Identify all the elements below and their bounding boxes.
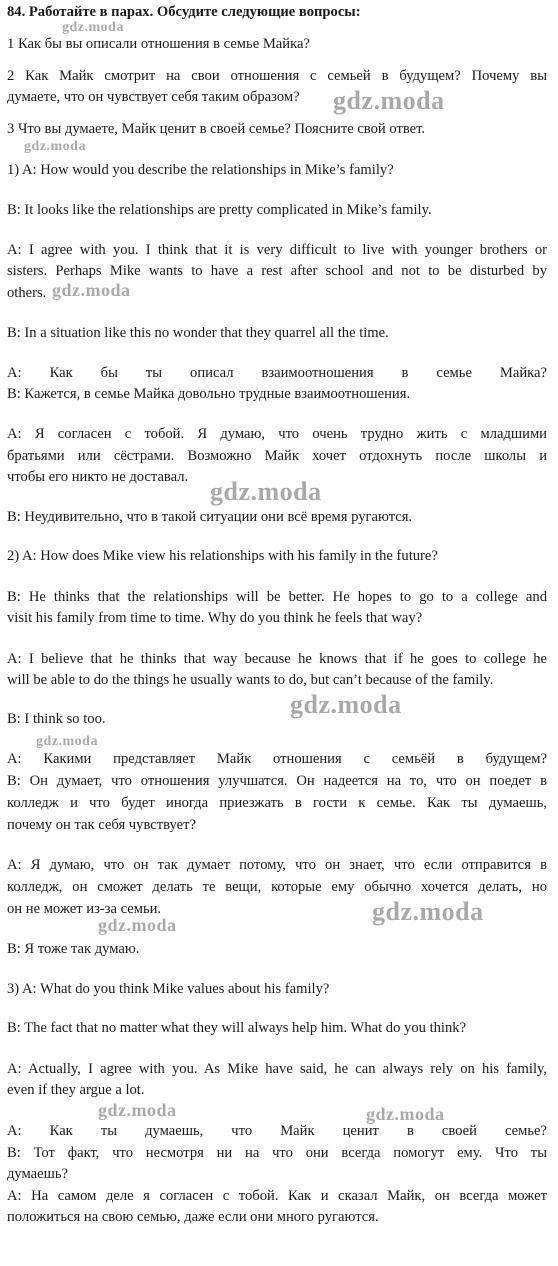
dialog-2-a2-line-1: A: I believe that he thinks that way because he knows that if he goes to college he bbox=[7, 651, 547, 667]
dialog-3-ru-b1-line-1: B: Тот факт, что несмотря ни на что они всегда помогут ему. Что ты bbox=[7, 1145, 547, 1161]
watermark: gdz.moda bbox=[62, 20, 124, 35]
dialog-1-a2-line-2: sisters. Perhaps Mike wants to have a rest after school and not to be disturbed by bbox=[7, 263, 547, 279]
dialog-1-b1: B: It looks like the relationships are pretty complicated in Mike’s family. bbox=[7, 202, 432, 218]
dialog-1-ru-a2-line-2: братьями или сёстрами. Возможно Майк хочет отдохнуть после школы и bbox=[7, 448, 547, 464]
question-2-line-1: 2 Как Майк смотрит на свои отношения с семьей в будущем? Почему вы bbox=[7, 68, 547, 84]
dialog-2-b1-line-1: B: He thinks that the relationships will be better. He hopes to go to a college and bbox=[7, 589, 547, 605]
dialog-3-ru-b1-line-2: думаешь? bbox=[7, 1166, 68, 1182]
dialog-2-ru-a2-line-1: A: Я думаю, что он так думает потому, что он знает, что если отправится в bbox=[7, 857, 547, 873]
dialog-3-b1: B: The fact that no matter what they will always help him. What do you think? bbox=[7, 1020, 467, 1036]
dialog-3-ru-a1: A: Как ты думаешь, что Майк ценит в своей семье? bbox=[7, 1123, 547, 1139]
watermark: gdz.moda bbox=[52, 280, 131, 300]
dialog-3-a2-line-1: A: Actually, I agree with you. As Mike have said, he can always rely on his family, bbox=[7, 1061, 547, 1077]
dialog-3-ru-a2-line-1: A: На самом деле я согласен с тобой. Как и сказал Майк, он всегда может bbox=[7, 1188, 547, 1204]
dialog-1-a1: 1) A: How would you describe the relationships in Mike’s family? bbox=[7, 162, 394, 178]
dialog-2-b2: B: I think so too. bbox=[7, 711, 106, 727]
watermark: gdz.moda bbox=[366, 1104, 445, 1124]
question-2-line-2: думаете, что он чувствует себя таким образом? bbox=[7, 89, 300, 105]
dialog-2-ru-b1-line-2: колледж и что будет иногда приезжать в гости к семье. Как ты думаешь, bbox=[7, 795, 547, 811]
dialog-2-b1-line-2: visit his family from time to time. Why do you think he feels that way? bbox=[7, 610, 423, 626]
dialog-2-ru-b1-line-3: почему он так себя чувствует? bbox=[7, 817, 196, 833]
question-1: 1 Как бы вы описали отношения в семье Майка? bbox=[7, 36, 310, 52]
watermark: gdz.moda bbox=[333, 86, 445, 115]
dialog-3-ru-a2-line-2: положиться на свою семью, даже если они много ругаются. bbox=[7, 1209, 379, 1225]
dialog-2-a2-line-2: will be able to do the things he usually wants to do, but can’t because of the family. bbox=[7, 672, 494, 688]
watermark: gdz.moda bbox=[24, 139, 86, 154]
watermark: gdz.moda bbox=[372, 897, 484, 926]
watermark: gdz.moda bbox=[210, 477, 322, 506]
watermark: gdz.moda bbox=[98, 1100, 177, 1120]
exercise-heading: 84. Работайте в парах. Обсудите следующие вопросы: bbox=[7, 4, 361, 20]
question-3: 3 Что вы думаете, Майк ценит в своей семье? Поясните свой ответ. bbox=[7, 121, 426, 137]
dialog-2-ru-a2-line-3: он не может из-за семьи. bbox=[7, 901, 162, 917]
dialog-1-ru-b2: B: Неудивительно, что в такой ситуации они всё время ругаются. bbox=[7, 509, 413, 525]
dialog-2-a1: 2) A: How does Mike view his relationships with his family in the future? bbox=[7, 548, 438, 564]
watermark: gdz.moda bbox=[290, 690, 402, 719]
dialog-1-b2: B: In a situation like this no wonder that they quarrel all the time. bbox=[7, 325, 389, 341]
dialog-3-a1: 3) A: What do you think Mike values about his family? bbox=[7, 981, 330, 997]
watermark: gdz.moda bbox=[36, 734, 98, 749]
dialog-1-a2-line-1: A: I agree with you. I think that it is very difficult to live with younger brothers or bbox=[7, 242, 547, 258]
dialog-2-ru-b2: B: Я тоже так думаю. bbox=[7, 941, 140, 957]
dialog-1-ru-a2-line-3: чтобы его никто не доставал. bbox=[7, 469, 189, 485]
dialog-3-a2-line-2: even if they argue a lot. bbox=[7, 1082, 145, 1098]
watermark: gdz.moda bbox=[98, 915, 177, 935]
dialog-2-ru-a2-line-2: колледж, он сможет делать те вещи, которые ему обычно хочется делать, но bbox=[7, 879, 547, 895]
dialog-1-ru-b1: B: Кажется, в семье Майка довольно трудные взаимоотношения. bbox=[7, 386, 411, 402]
dialog-1-ru-a2-line-1: A: Я согласен с тобой. Я думаю, что очень трудно жить с младшими bbox=[7, 426, 547, 442]
dialog-2-ru-a1: A: Какими представляет Майк отношения с семьёй в будущем? bbox=[7, 751, 547, 767]
dialog-1-ru-a1: A: Как бы ты описал взаимоотношения в семье Майка? bbox=[7, 365, 547, 381]
dialog-1-a2-line-3: others. bbox=[7, 285, 47, 301]
dialog-2-ru-b1-line-1: B: Он думает, что отношения улучшатся. Он надеется на то, что он поедет в bbox=[7, 773, 547, 789]
